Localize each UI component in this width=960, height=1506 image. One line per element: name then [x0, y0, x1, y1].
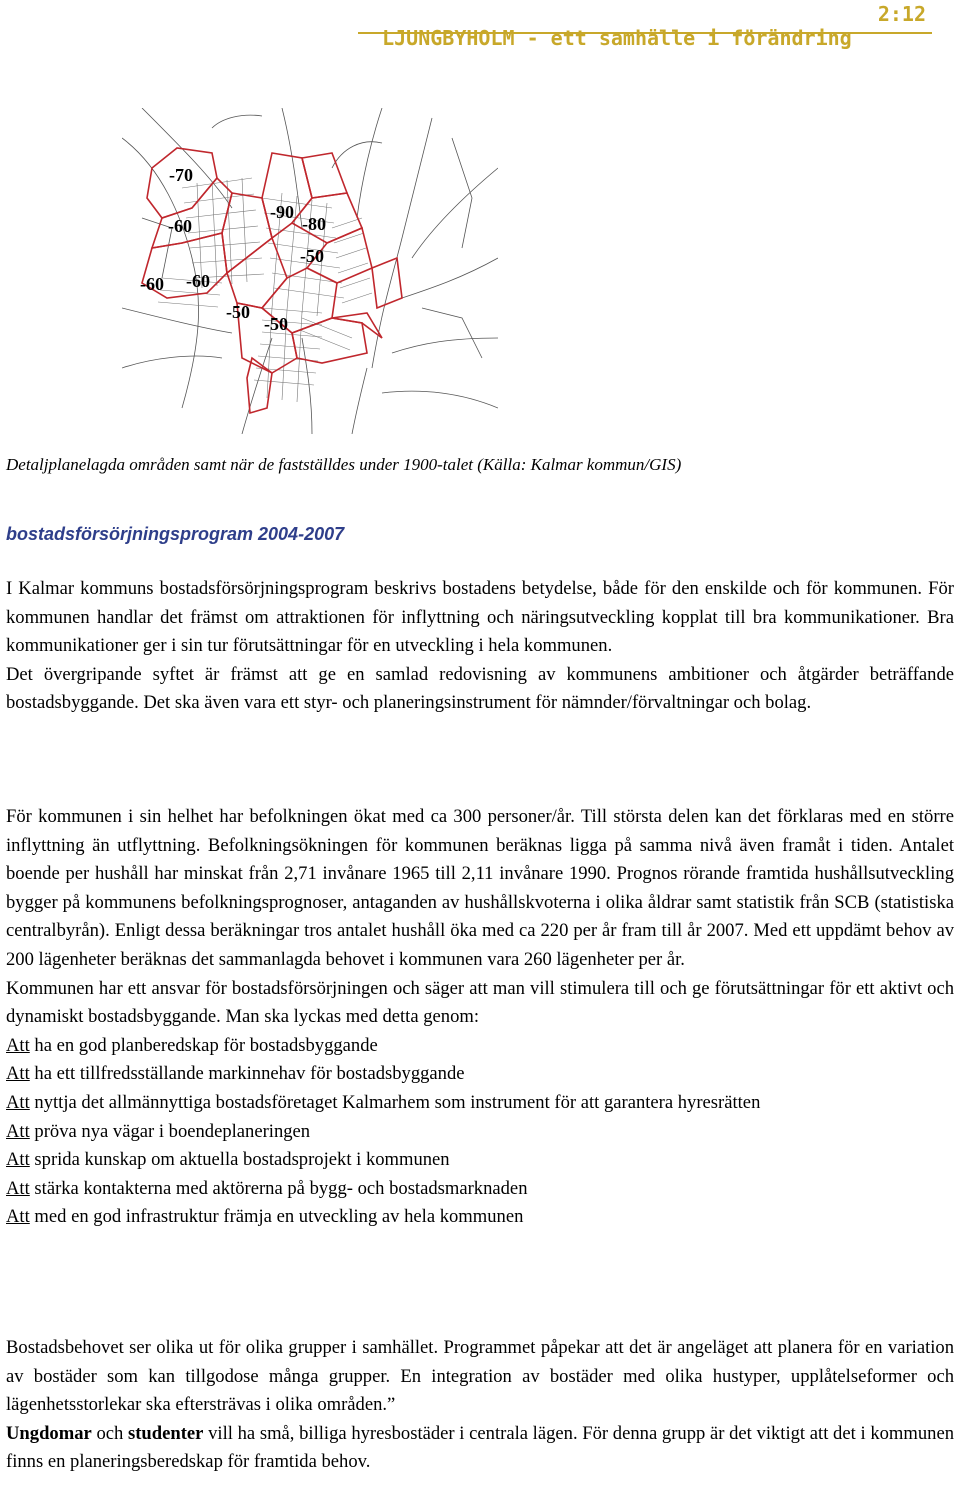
map-zone-label: -50 [226, 302, 250, 322]
list-item [6, 1060, 954, 1089]
paragraph-intro: I Kalmar kommuns bostadsförsörjningsprogram beskrivs bostadens betydelse, både för den enskilde och för kommunen. För kommunen handlar det främst om attraktionen för inflyttning och näringsutveckling kopplat till bra kommunikationer. Bra kommunikationer ger i sin tur förutsättningar för en utveckling i hela kommunen. [6, 578, 954, 657]
planning-map [122, 108, 498, 434]
paragraph-responsibility: Kommunen har ett ansvar för bostadsförsörjningen och säger att man vill stimulera till och ge förutsättningar för ett aktivt och dynamiskt bostadsbyggande. Man ska lyckas med detta genom: [6, 977, 954, 1028]
map-zone-label: -90 [270, 202, 294, 222]
list-item [6, 1175, 954, 1204]
list-item [6, 1089, 954, 1118]
map-zone-label: -50 [300, 246, 324, 266]
list-item-text: nyttja det allmännyttiga bostadsföretaget Kalmarhem som instrument för att garantera hyresrätten [29, 1091, 761, 1113]
paragraph-youth [6, 1420, 954, 1477]
att-keyword: Att [6, 1034, 30, 1056]
list-item-text: ha en god planberedskap för bostadsbyggande [29, 1034, 378, 1056]
youth-bold: Ungdomar [6, 1422, 92, 1444]
header-rule [358, 32, 932, 34]
att-keyword: Att [6, 1091, 30, 1113]
att-keyword: Att [6, 1177, 30, 1199]
measures-list [6, 1032, 954, 1232]
paragraph-purpose: Det övergripande syftet är främst att ge en samlad redovisning av kommunens ambitioner och åtgärder beträffande bostadsbyggande. Det ska även vara ett styr- och planeringsinstrument för nämnder/förvaltningar och bolag. [6, 663, 954, 714]
map-zone-label: -50 [264, 314, 288, 334]
section-heading: bostadsförsörjningsprogram 2004-2007 [6, 524, 345, 544]
body-block-2 [6, 803, 954, 1232]
body-block-3 [6, 1334, 954, 1477]
paragraph-population: För kommunen i sin helhet har befolkningen ökat med ca 300 personer/år. Till största delen kan det förklaras med en större inflyttning än utflyttning. Befolkningsökningen för kommunen beräknas ligga på samma nivå även framåt i tiden. Antalet boende per hushåll har minskat från 2,71 invånare 1965 till 2,11 invånare 1990. Prognos rörande framtida hushållsutveckling bygger på kommunens befolkningsprognoser, antaganden av hushållskvoterna i olika åldrar samt statistik från SCB (statistiska centralbyrån). Enligt dessa beräkningar tros antalet hushåll öka med ca 220 per år fram till år 2007. Med ett uppdämt behov av 200 lägenheter beräknas det sammanlagda behovet i kommunen vara 260 lägenheter per år. [6, 806, 954, 970]
list-item-text: pröva nya vägar i boendeplaneringen [29, 1120, 311, 1142]
map-zone-label: -80 [302, 214, 326, 234]
att-keyword: Att [6, 1063, 30, 1085]
list-item-text: sprida kunskap om aktuella bostadsprojekt i kommunen [29, 1149, 450, 1171]
header-title: LJUNGBYHOLM - ett samhälle i förändring [382, 26, 852, 50]
att-keyword: Att [6, 1120, 30, 1142]
list-item [6, 1032, 954, 1061]
youth-text-1: och [91, 1422, 128, 1444]
running-header [358, 2, 930, 50]
map-zone-label: -70 [169, 165, 193, 185]
students-bold: studenter [128, 1422, 204, 1444]
list-item-text: med en god infrastruktur främja en utveckling av hela kommunen [29, 1206, 524, 1228]
att-keyword: Att [6, 1206, 30, 1228]
list-item [6, 1146, 954, 1175]
body-block-1 [6, 575, 954, 718]
map-zone-label: -60 [168, 216, 192, 236]
planning-map-graphic [122, 108, 498, 434]
page-number: 2:12 [877, 2, 926, 26]
youth-text-2: vill ha små, billiga hyresbostäder i centrala lägen. För denna grupp är det viktigt att det i kommunen finns en planeringsberedskap för framtida behov. [6, 1422, 954, 1473]
map-caption: Detaljplanelagda områden samt när de fastställdes under 1900-talet (Källa: Kalmar kommun/GIS) [6, 455, 682, 474]
list-item [6, 1118, 954, 1147]
att-keyword: Att [6, 1149, 30, 1171]
list-item-text: stärka kontakterna med aktörerna på bygg- och bostadsmarknaden [29, 1177, 528, 1199]
map-zone-label: -60 [140, 274, 164, 294]
list-item [6, 1203, 954, 1232]
map-zone-label: -60 [186, 271, 210, 291]
list-item-text: ha ett tillfredsställande markinnehav för bostadsbyggande [29, 1063, 465, 1085]
paragraph-housing-need: Bostadsbehovet ser olika ut för olika grupper i samhället. Programmet påpekar att det är angeläget att planera för en variation av bostäder som kan tillgodose många grupper. En integration av bostäder med olika hustyper, upplåtelseformer och lägenhetsstorlekar ska eftersträvas i olika områden.” [6, 1337, 954, 1416]
